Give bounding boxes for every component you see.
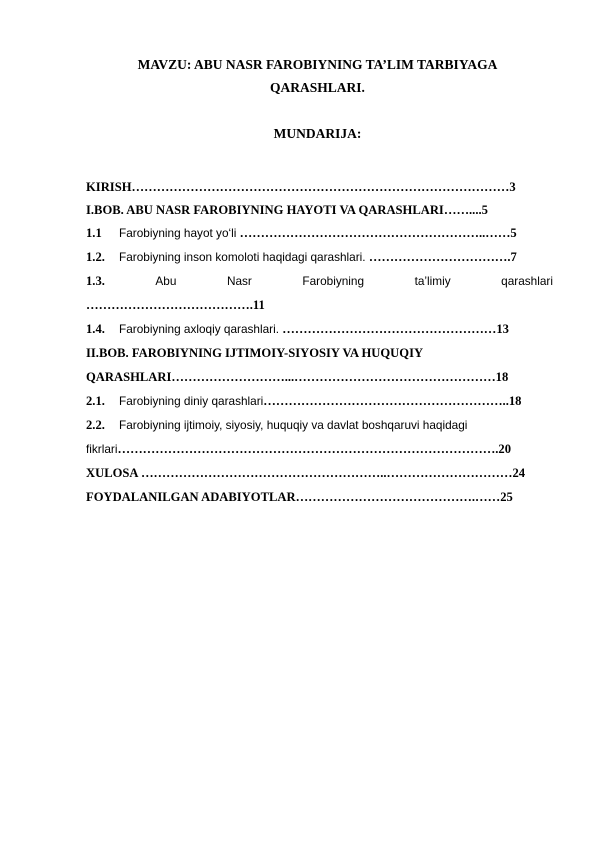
toc-entry-label: fikrlari (86, 442, 118, 456)
toc-entry-kirish (86, 178, 553, 196)
toc-entry-label: QARASHLARI (86, 370, 172, 384)
document-title-line1: MAVZU: ABU NASR FAROBIYNING TA’LIM TARBIYAGA (137, 57, 498, 72)
toc-entry-word: Abu (155, 274, 177, 288)
toc-entry-label: Farobiyning axloqiy qarashlari. (119, 322, 283, 336)
toc-entry-bob2 (86, 344, 553, 362)
toc-page-number: .5 (478, 203, 488, 217)
toc-entry-1-2 (86, 248, 553, 266)
toc-entry-label: Farobiyning diniy qarashlari (119, 394, 264, 408)
toc-entry-bob2-continuation (86, 368, 553, 386)
toc-leader-dots: ………………………...………………………………………… (171, 370, 496, 384)
toc-entry-bob1 (86, 201, 553, 219)
toc-leader-dots: ……………………………………………………………………………… (131, 180, 510, 194)
toc-entry-2-2 (86, 416, 553, 434)
section-number: 1.4. (86, 322, 105, 336)
toc-heading: MUNDARIJA: (273, 126, 362, 141)
toc-entry-label: KIRISH (86, 180, 132, 194)
document-title-line2: QARASHLARI. (270, 80, 365, 95)
toc-leader-dots: …………………………………………………..…… (239, 226, 511, 240)
section-number: 1.3. (86, 274, 105, 288)
section-number: 1.2. (86, 250, 105, 264)
toc-page-number: .7 (507, 250, 517, 264)
toc-leader-dots: …………………………………………………..………………………… (140, 466, 513, 480)
toc-entry-word: Farobiyning (302, 274, 365, 288)
section-number: 1.1 (86, 226, 102, 240)
toc-page-number: 25 (500, 490, 513, 504)
toc-entry-foydalanilgan (86, 488, 553, 506)
toc-entry-label: II.BOB. FAROBIYNING IJTIMOIY-SIYOSIY VA HUQUQIY (86, 346, 424, 360)
toc-entry-1-3-continuation (86, 296, 553, 314)
toc-entry-word: ta’limiy (414, 274, 451, 288)
toc-entry-label: XULOSA (86, 466, 141, 480)
toc-page-number: 13 (496, 322, 509, 336)
section-number: 2.1. (86, 394, 105, 408)
toc-entry-label: FOYDALANILGAN ADABIYOTLAR (86, 490, 296, 504)
toc-entry-label: I.BOB. ABU NASR FAROBIYNING HAYOTI VA QARASHLARI (86, 203, 444, 217)
toc-entry-label: Farobiyning ijtimoiy, siyosiy, huquqiy va davlat boshqaruvi haqidagi (119, 418, 468, 432)
toc-page-number: 11 (252, 298, 265, 312)
toc-entry-2-1 (86, 392, 553, 410)
toc-page-number: 5 (510, 226, 517, 240)
toc-page-number: 24 (512, 466, 526, 480)
toc-leader-dots: …………………………………….…… (295, 490, 501, 504)
toc-page-number: 18 (508, 394, 522, 408)
toc-leader-dots: ……………………………………………………………………………… (117, 442, 496, 456)
section-number: 2.2. (86, 418, 105, 432)
toc-leader-dots: ……... (443, 203, 479, 217)
toc-entry-word: Nasr (226, 274, 252, 288)
toc-page-number: 3 (509, 180, 516, 194)
toc-entry-1-4 (86, 320, 553, 338)
toc-leader-dots: ………………………………………………….. (263, 394, 509, 408)
toc-entry-xulosa (86, 464, 553, 482)
toc-entry-word: qarashlari (501, 274, 553, 288)
toc-entry-1-3 (86, 272, 553, 290)
toc-entry-label: Farobiyning inson komoloti haqidagi qarashlari. (119, 250, 369, 264)
toc-entry-2-2-continuation (86, 440, 553, 458)
toc-page-number: 18 (495, 370, 509, 384)
toc-leader-dots: …………………………………………… (282, 322, 497, 336)
toc-page-number: .20 (495, 442, 512, 456)
toc-entry-label: Farobiyning hayot yo‘li (119, 226, 240, 240)
toc-leader-dots: …………………………………. (86, 298, 253, 312)
toc-entry-1-1 (86, 224, 553, 242)
toc-leader-dots: …………………………… (368, 250, 508, 264)
